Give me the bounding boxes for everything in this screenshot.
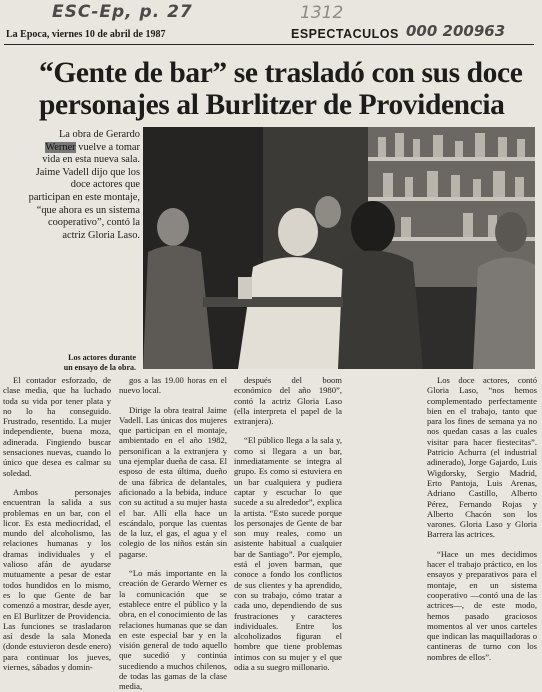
photo-caption: Los actores durante un ensayo de la obra. xyxy=(63,353,136,372)
handwritten-note-right: 000 200963 xyxy=(406,22,506,40)
headline: “Gente de bar” se trasladó con sus doce personajes al Burlitzer de Providencia xyxy=(39,57,523,121)
section-label: ESPECTACULOS xyxy=(291,27,399,41)
dateline: La Epoca, viernes 10 de abril de 1987 xyxy=(6,29,166,40)
highlighted-name: Werner xyxy=(45,141,76,153)
paragraph: gos a las 19.00 horas en el nuevo local. xyxy=(119,375,227,396)
paragraph: después del boom económico del año 1980”, contó la actriz Gloria Laso (ella interpreta el papel de la extranjera). xyxy=(234,375,342,427)
article-column-2 xyxy=(119,375,227,692)
article-column-3 xyxy=(234,375,342,672)
handwritten-note-left: ESC-Ep, p. 27 xyxy=(52,2,193,22)
paragraph: Ambos personajes encuentran la salida a sus problemas en un bar, con el licor. Es esta mediocridad, el mundo del alcoholismo, las relaciones humanas y los dramas individuales y el valioso afán de ayudarse mutuamente a pesar de estar todos hundidos en lo mismo, es lo que Gente de bar comenzó a mostrar, desde ayer, en El Burlitzer de Providencia. Las funciones se trasladaron así desde la sala Moneda (donde estuvieron desde enero) para continuar los jueves, viernes, sábados y domin- xyxy=(3,486,111,673)
header-rule xyxy=(4,44,534,45)
lead-text: La obra de Gerardo Werner vuelve a tomar vida en esta nueva sala. Jaime Vadell dijo que los doce actores que participan en este montaje, “que ahora es un sistema cooperativo”, contó la actriz Gloria Laso. xyxy=(28,129,140,241)
article-column-4 xyxy=(427,375,537,662)
handwritten-note-mid: 1312 xyxy=(300,3,344,23)
article-column-1 xyxy=(3,375,111,672)
lead-paragraph xyxy=(28,129,140,242)
paragraph: Dirige la obra teatral Jaime Vadell. Las únicas dos mujeres que participan en el montaje, ambientado en el año 1982, personifican a la extranjera y una ejemplar dueña de casa. El esposo de esta última, dueño de una fábrica de delantales, aficionado a la bebida, induce con su actitud a su mujer hasta el bar. Allí ella hace un escándalo, porque las cuentas de la luz, el gas, el agua y el colegio de los niños están sin pagarse. xyxy=(119,404,227,559)
article-photo xyxy=(143,127,535,369)
paragraph: El contador esforzado, de clase media, que ha luchado toda su vida por tener plata y no lo ha conseguido. Frustrado, resentido. La mujer independiente, buena moza, adinerada. Fingiendo buscar sensaciones nuevas, cuando lo único que desea es calmar su soledad. xyxy=(3,375,111,478)
paragraph: “El público llega a la sala y, como si llegara a un bar, inmediatamente se integra al grupo. Es como si estuviera en un bar cualquiera y pudiera captar y escuchar lo que sucede a su alrededor”, explica la artista. “Esto sucede porque los personajes de Gente de bar son muy reales, como un asistente habitual a cualquier bar de Santiago”. Por ejemplo, está el joven barman, que conoce a fondo los conflictos de sus clientes y ha aprendido, con su trabajo, cómo tratar a cada uno, dependiendo de sus frustraciones y caracteres individuales. Entre los alcoholizados figuran el hombre que tiene problemas íntimos con su mujer y el que odia a su suegro millonario. xyxy=(234,435,342,673)
paragraph: “Lo más importante en la creación de Gerardo Werner es la comunicación que se establece entre el público y la obra, en el conocimiento de las relaciones humanas que se dan en este especial bar y en la visión general de todo aquello que sucedió y continúa sucediendo a muchos chilenos, de todas las gamas de la clase media, xyxy=(119,568,227,692)
actors-rehearsal-photo xyxy=(143,127,535,369)
paragraph: Los doce actores, contó Gloria Laso, “nos hemos complementado perfectamente bien en el trabajo, tanto que para los fines de semana ya no nos quedan casas a las cuales visitar para hacer fiestecitas”. Patricio Achurra (el industrial adinerado), Jorge Gajardo, Luis Wigdorsky, Sergio Madrid, Erto Pantoja, Luis Arenas, Adriano Castillo, Alberto Pérez, Fernando Rojas y Alberto Chacón son los varones. Gloria Laso y Gloria Barrera las actrices. xyxy=(427,375,537,540)
paragraph: “Hace un mes decidimos hacer el trabajo práctico, en los ensayos y preparativos para el montaje, en un sistema cooperativo —contó una de las actrices—, de este modo, hemos pasado graciosos momentos al ver unos carteles que indican las maquilladoras o cantineras de turno con los nombres de ellos”. xyxy=(427,548,537,662)
